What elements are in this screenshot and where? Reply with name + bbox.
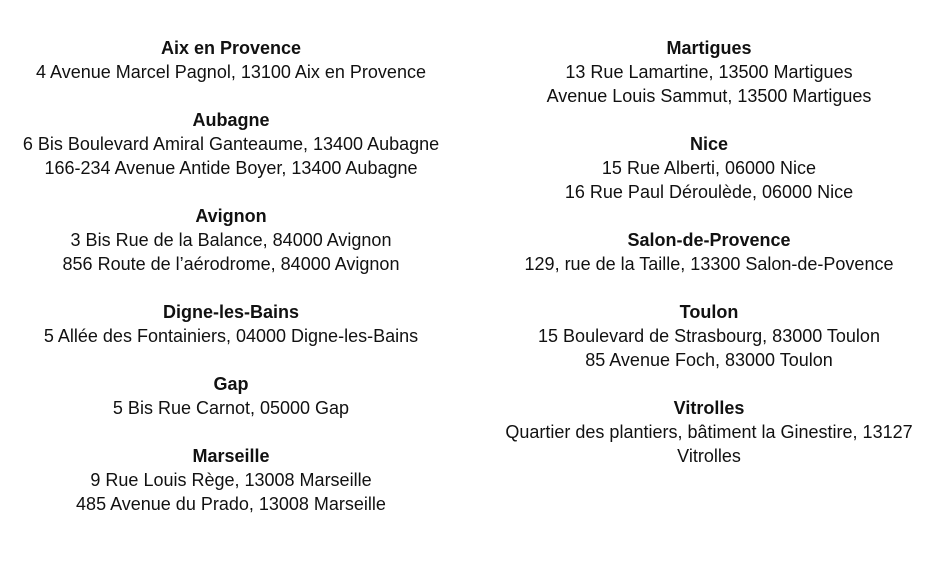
address-line: 166-234 Avenue Antide Boyer, 13400 Aubagne [44,158,418,178]
location-vitrolles [478,396,940,468]
city-name: Digne-les-Bains [162,302,300,322]
location-toulon [478,300,940,372]
address-line: 16 Rue Paul Déroulède, 06000 Nice [564,182,854,202]
location-digne-les-bains [6,300,456,348]
city-name: Aubagne [192,110,270,130]
location-aubagne [6,108,456,180]
address-line: 85 Avenue Foch, 83000 Toulon [585,350,833,370]
address-line: Quartier des plantiers, bâtiment la Ginestire, 13127 Vitrolles [505,422,913,466]
left-column [6,36,456,540]
city-name: Toulon [679,302,739,322]
address-line: 129, rue de la Taille, 13300 Salon-de-Povence [524,254,894,274]
address-line: 485 Avenue du Prado, 13008 Marseille [76,494,386,514]
address-line: 13 Rue Lamartine, 13500 Martigues [565,62,853,82]
address-line: 856 Route de l’aérodrome, 84000 Avignon [62,254,400,274]
city-name: Salon-de-Provence [627,230,791,250]
city-name: Marseille [192,446,270,466]
city-name: Martigues [666,38,752,58]
location-avignon [6,204,456,276]
address-line: 4 Avenue Marcel Pagnol, 13100 Aix en Provence [36,62,426,82]
location-aix-en-provence [6,36,456,84]
address-line: 15 Boulevard de Strasbourg, 83000 Toulon [538,326,880,346]
address-line: 3 Bis Rue de la Balance, 84000 Avignon [70,230,392,250]
location-salon-de-provence [478,228,940,276]
city-name: Nice [689,134,729,154]
location-martigues [478,36,940,108]
address-line: 15 Rue Alberti, 06000 Nice [601,158,817,178]
location-gap [6,372,456,420]
city-name: Gap [213,374,249,394]
location-nice [478,132,940,204]
right-column [478,36,940,492]
address-line: 6 Bis Boulevard Amiral Ganteaume, 13400 Aubagne [22,134,440,154]
address-line: 5 Allée des Fontainiers, 04000 Digne-les-Bains [43,326,419,346]
address-line: Avenue Louis Sammut, 13500 Martigues [546,86,872,106]
city-name: Aix en Provence [160,38,302,58]
location-marseille [6,444,456,516]
city-name: Vitrolles [673,398,745,418]
city-name: Avignon [195,206,267,226]
address-line: 9 Rue Louis Rège, 13008 Marseille [90,470,372,490]
address-line: 5 Bis Rue Carnot, 05000 Gap [112,398,350,418]
